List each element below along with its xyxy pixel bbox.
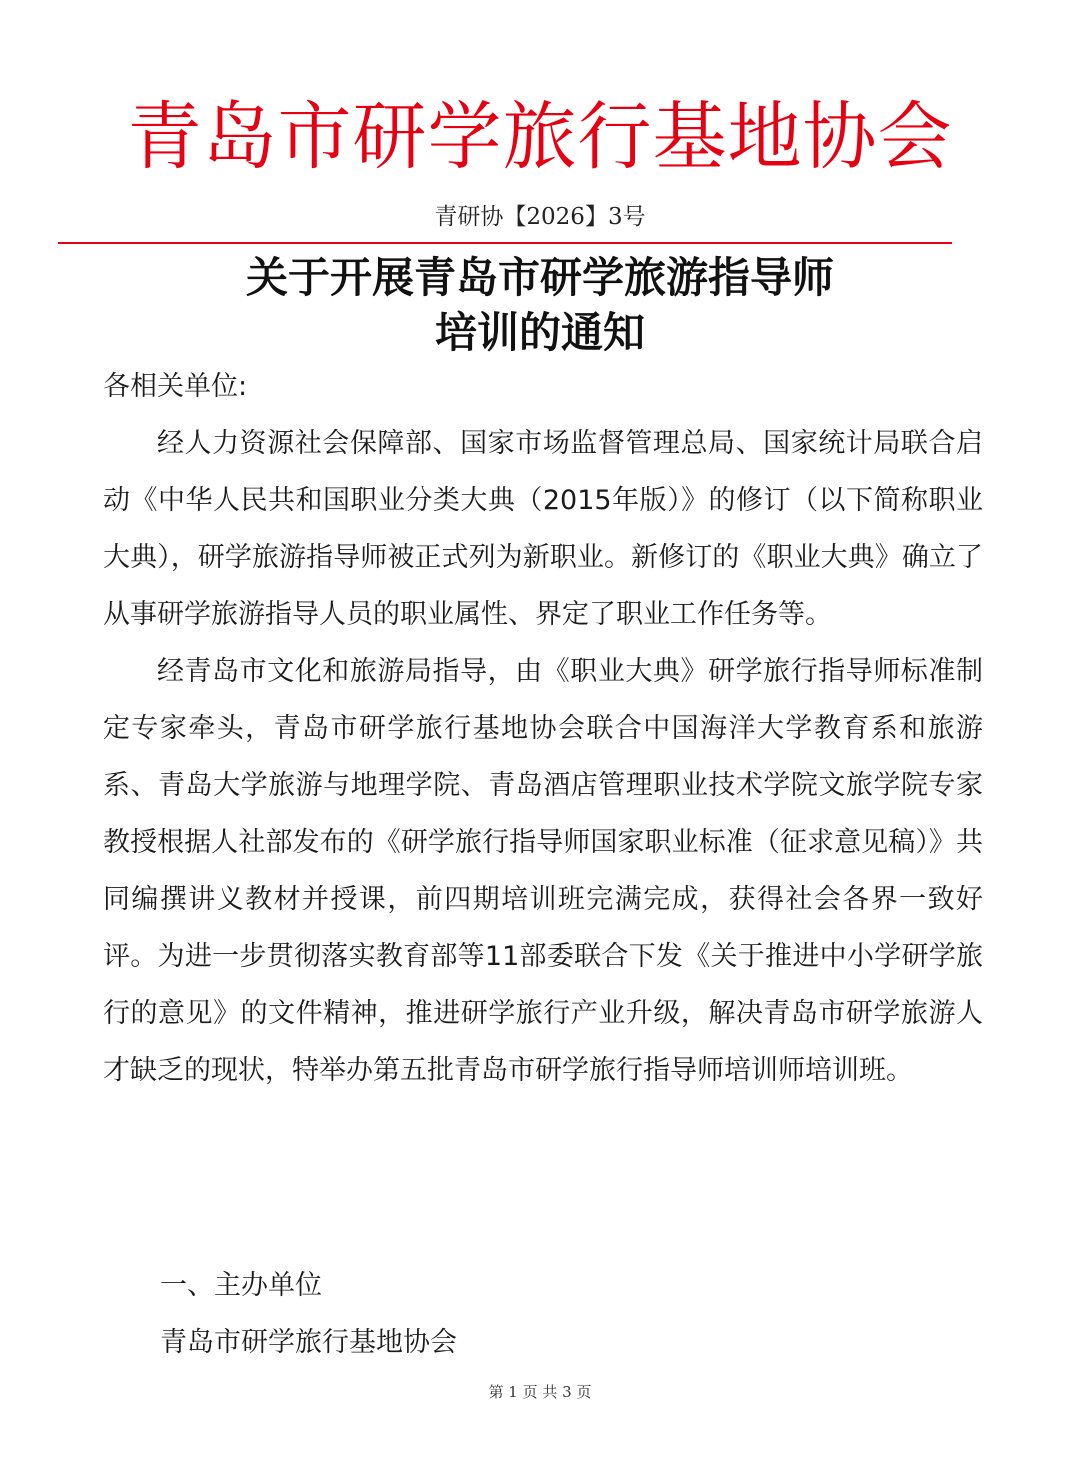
red-divider — [58, 242, 952, 244]
body-paragraph-2: 经青岛市文化和旅游局指导，由《职业大典》研学旅行指导师标准制定专家牵头，青岛市研学旅行基地协会联合中国海洋大学教育系和旅游系、青岛大学旅游与地理学院、青岛酒店管理职业技术学院文旅学院专家教授根据人社部发布的《研学旅行指导师国家职业标准（征求意见稿）》共同编撰讲义教材并授课，前四期培训班完满完成，获得社会各界一致好评。为进一步贯彻落实教育部等11部委联合下发《关于推进中小学研学旅行的意见》的文件精神，推进研学旅行产业升级，解决青岛市研学旅游人才缺乏的现状，特举办第五批青岛市研学旅行指导师培训师培训班。 — [103, 656, 983, 1086]
salutation: 各相关单位: — [103, 371, 248, 402]
org-header: 青岛市研学旅行基地协会 — [127, 94, 953, 180]
notice-title-line-1: 关于开展青岛市研学旅游指导师 — [245, 253, 834, 302]
notice-title — [0, 250, 1080, 360]
section-heading-organizer: 一、主办单位 — [160, 1270, 322, 1301]
page-footer: 第 1 页 共 3 页 — [488, 1383, 592, 1401]
section-content-organizer: 青岛市研学旅行基地协会 — [160, 1327, 457, 1358]
doc-number: 青研协【2026】3号 — [434, 204, 646, 230]
body-paragraph-1: 经人力资源社会保障部、国家市场监督管理总局、国家统计局联合启动《中华人民共和国职业分类大典（2015年版）》的修订（以下简称职业大典），研学旅游指导师被正式列为新职业。新修订的《职业大典》确立了从事研学旅游指导人员的职业属性、界定了职业工作任务等。 — [103, 428, 983, 630]
notice-title-line-2: 培训的通知 — [434, 308, 645, 357]
notice-body — [103, 358, 983, 1099]
